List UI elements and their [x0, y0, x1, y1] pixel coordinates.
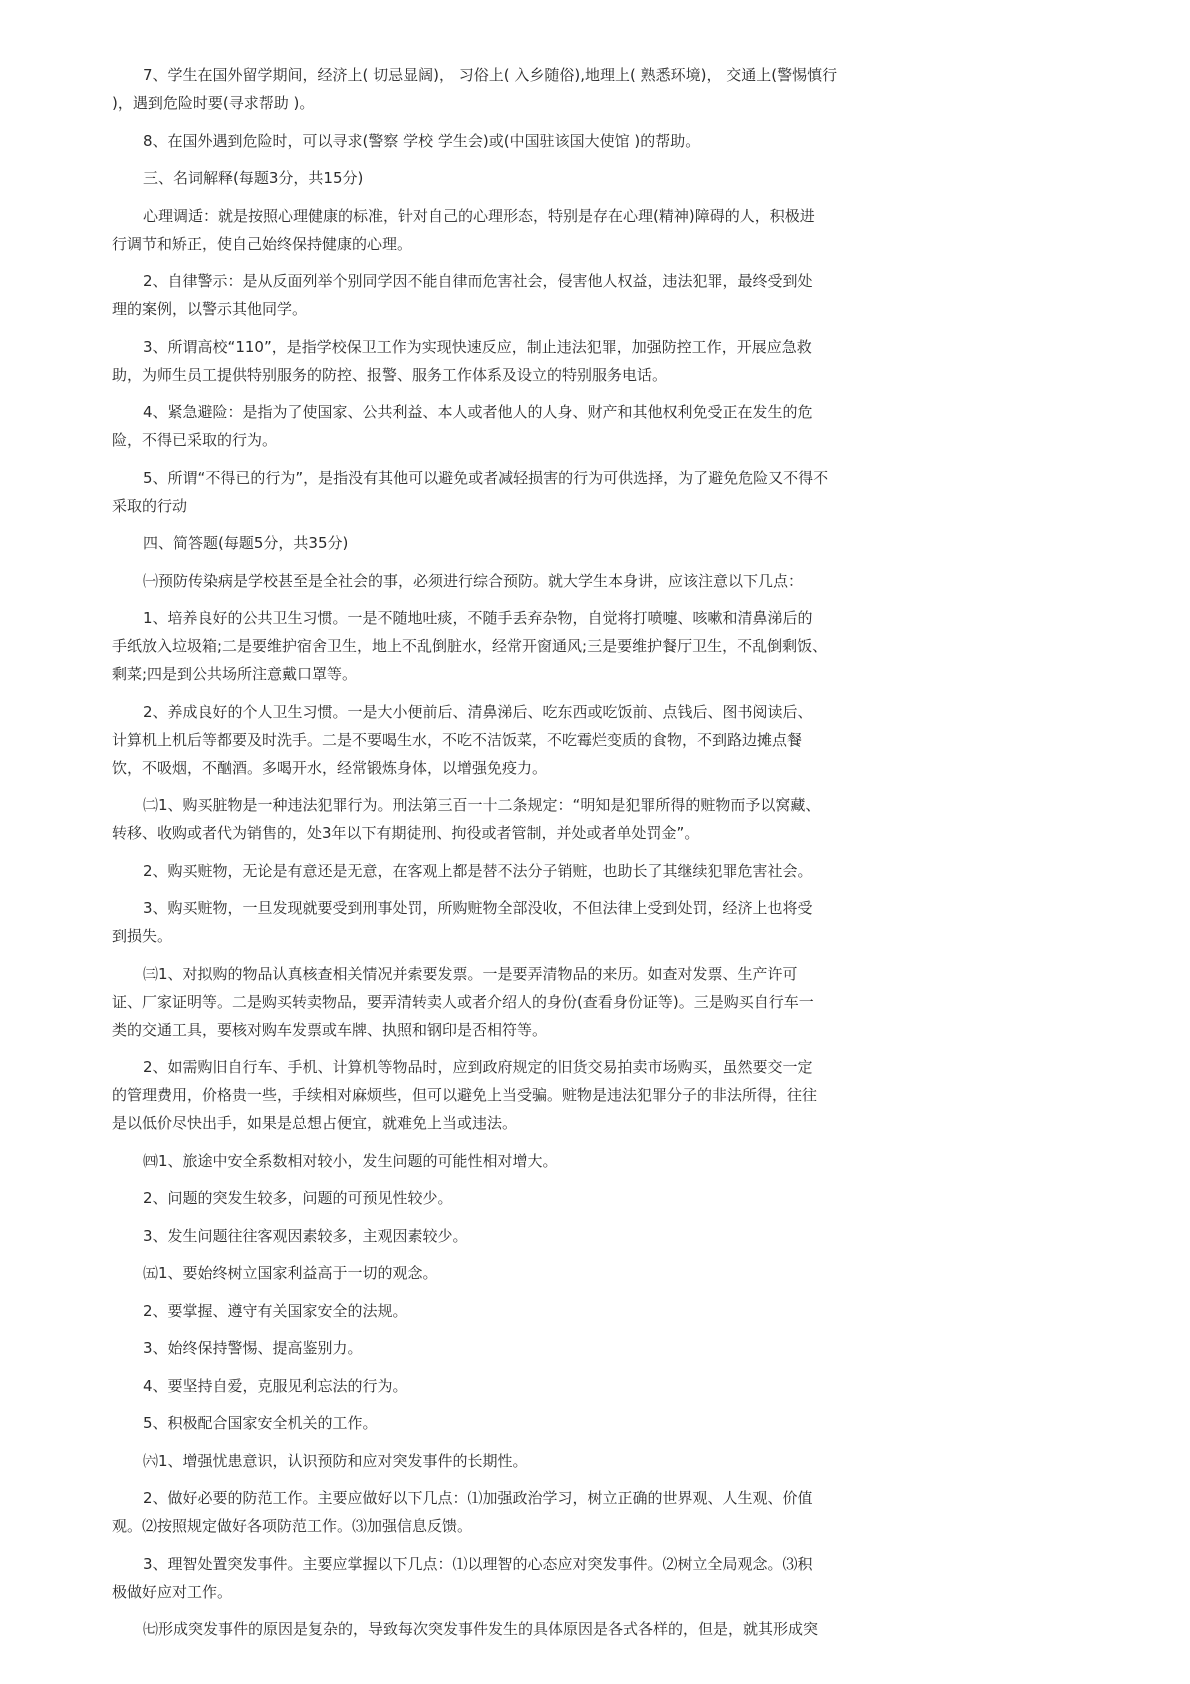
text-line: 类的交通工具，要核对购车发票或车牌、执照和钢印是否相符等。 [112, 1020, 548, 1039]
text-line: 1、培养良好的公共卫生习惯。一是不随地吐痰，不随手丢弃杂物，自觉将打喷嚏、咳嗽和清鼻涕后的 [143, 609, 813, 627]
term-definition-unavoidable-act [112, 464, 872, 520]
text-line: 的管理费用，价格贵一些，手续相对麻烦些，但可以避免上当受骗。赃物是违法犯罪分子的非法所得，往往 [112, 1086, 818, 1104]
answer-paragraph [112, 1053, 872, 1137]
answer-paragraph [112, 894, 872, 950]
text-line: ㈢1、对拟购的物品认真核查相关情况并索要发票。一是要弄清物品的来历。如查对发票、生产许可 [143, 964, 798, 983]
answer-paragraph [112, 698, 872, 782]
fill-blank-answer-8 [112, 127, 872, 155]
answer-paragraph [112, 1334, 872, 1362]
section-heading-text: 三、名词解释(每题3分，共15分) [143, 169, 364, 187]
text-line: ㈣1、旅途中安全系数相对较小，发生问题的可能性相对增大。 [143, 1151, 558, 1170]
text-line: 到损失。 [112, 927, 173, 945]
answer-paragraph [112, 567, 872, 595]
answer-paragraph [112, 1147, 872, 1175]
text-line: ㈥1、增强忧患意识，认识预防和应对突发事件的长期性。 [143, 1451, 528, 1470]
text-line: 3、理智处置突发事件。主要应掌握以下几点：⑴以理智的心态应对突发事件。⑵树立全局观念。⑶积 [143, 1554, 813, 1573]
text-line: ㈠预防传染病是学校甚至是全社会的事，必须进行综合预防。就大学生本身讲，应该注意以下几点： [143, 571, 804, 590]
answer-paragraph [112, 857, 872, 885]
text-line: 饮，不吸烟，不酗酒。多喝开水，经常锻炼身体，以增强免疫力。 [112, 758, 548, 777]
text-line: 剩菜;四是到公共场所注意戴口罩等。 [112, 665, 358, 683]
text-line: 行调节和矫正，使自己始终保持健康的心理。 [112, 234, 413, 253]
text-line: ㈡1、购买脏物是一种违法犯罪行为。刑法第三百一十二条规定：“明知是犯罪所得的赃物而予以窝藏、 [143, 796, 821, 814]
term-definition-campus-110 [112, 333, 872, 389]
text-line: 2、要掌握、遵守有关国家安全的法规。 [143, 1301, 408, 1320]
text-line: 心理调适：就是按照心理健康的标准，针对自己的心理形态，特别是存在心理(精神)障碍的人，积极进 [143, 206, 815, 225]
text-line: ㈦形成突发事件的原因是复杂的，导致每次突发事件发生的具体原因是各式各样的，但是，就其形成突 [143, 1620, 819, 1638]
text-line: 7、学生在国外留学期间，经济上( 切忌显阔)， 习俗上( 入乡随俗),地理上( 熟悉环境)， 交通上(警惕慎行 [143, 66, 838, 84]
text-line: 证、厂家证明等。二是购买转卖物品，要弄清转卖人或者介绍人的身份(查看身份证等)。三是购买自行车一 [112, 992, 814, 1011]
text-line: 理的案例，以警示其他同学。 [112, 300, 308, 318]
text-line: 2、自律警示：是从反面列举个别同学因不能自律而危害社会，侵害他人权益，违法犯罪，最终受到处 [143, 272, 813, 290]
answer-paragraph [112, 960, 872, 1044]
text-line: ㈤1、要始终树立国家利益高于一切的观念。 [143, 1264, 438, 1282]
text-line: 转移、收购或者代为销售的，处3年以下有期徒刑、拘役或者管制，并处或者单处罚金”。 [112, 824, 700, 842]
text-line: 观。⑵按照规定做好各项防范工作。⑶加强信息反馈。 [112, 1517, 473, 1535]
answer-paragraph [112, 1259, 872, 1287]
answer-paragraph [112, 1297, 872, 1325]
fill-blank-answer-7 [112, 61, 872, 117]
text-line: 手纸放入垃圾箱;二是要维护宿舍卫生，地上不乱倒脏水，经常开窗通风;三是要维护餐厅卫生，不乱倒剩饭、 [112, 637, 828, 655]
section-heading-short-answer [112, 529, 872, 557]
section-heading-text: 四、简答题(每题5分，共35分) [143, 534, 349, 552]
section-heading-term-definitions [112, 164, 872, 192]
text-line: 助，为师生员工提供特别服务的防控、报警、服务工作体系及设立的特别服务电话。 [112, 365, 668, 384]
term-definition-psychological-adjustment [112, 202, 872, 258]
text-line: 2、做好必要的防范工作。主要应做好以下几点：⑴加强政治学习，树立正确的世界观、人生观、价值 [143, 1489, 813, 1507]
text-line: 计算机上机后等都要及时洗手。二是不要喝生水，不吃不洁饭菜，不吃霉烂变质的食物，不到路边摊点餐 [112, 730, 803, 749]
text-line: 4、要坚持自爱，克服见利忘法的行为。 [143, 1376, 408, 1395]
answer-paragraph [112, 1447, 872, 1475]
answer-paragraph [112, 1409, 872, 1437]
text-line: 5、积极配合国家安全机关的工作。 [143, 1414, 378, 1432]
answer-paragraph [112, 1184, 872, 1212]
text-line: 8、在国外遇到危险时，可以寻求(警察 学校 学生会)或(中国驻该国大使馆 )的帮助。 [143, 131, 701, 150]
term-definition-emergency-avoidance [112, 398, 872, 454]
text-line: 极做好应对工作。 [112, 1582, 233, 1601]
term-definition-self-discipline-warning [112, 267, 872, 323]
text-line: 5、所谓“不得已的行为”，是指没有其他可以避免或者减轻损害的行为可供选择，为了避免危险又不得不 [143, 468, 829, 487]
text-line: 2、问题的突发生较多，问题的可预见性较少。 [143, 1189, 453, 1207]
text-line: 采取的行动 [112, 496, 188, 515]
text-line: 3、所谓高校“110”，是指学校保卫工作为实现快速反应，制止违法犯罪，加强防控工作，开展应急救 [143, 337, 812, 356]
answer-paragraph [112, 1372, 872, 1400]
answer-paragraph [112, 604, 872, 688]
text-line: 3、始终保持警惕、提高鉴别力。 [143, 1339, 363, 1357]
text-line: 2、如需购旧自行车、手机、计算机等物品时，应到政府规定的旧货交易拍卖市场购买，虽然要交一定 [143, 1058, 813, 1076]
text-line: 2、购买赃物，无论是有意还是无意，在客观上都是替不法分子销赃，也助长了其继续犯罪危害社会。 [143, 861, 813, 880]
text-line: 是以低价尽快出手，如果是总想占便宜，就难免上当或违法。 [112, 1114, 518, 1132]
answer-paragraph [112, 1550, 872, 1606]
text-line: 4、紧急避险：是指为了使国家、公共利益、本人或者他人的人身、财产和其他权利免受正在发生的危 [143, 403, 813, 421]
answer-paragraph [112, 1484, 872, 1540]
answer-paragraph [112, 1222, 872, 1250]
text-line: 2、养成良好的个人卫生习惯。一是大小便前后、清鼻涕后、吃东西或吃饭前、点钱后、图书阅读后、 [143, 702, 813, 721]
text-line: )，遇到危险时要(寻求帮助 )。 [112, 94, 315, 112]
text-line: 3、购买赃物，一旦发现就要受到刑事处罚，所购赃物全部没收，不但法律上受到处罚，经济上也将受 [143, 899, 813, 917]
text-line: 险，不得已采取的行为。 [112, 431, 278, 449]
answer-paragraph [112, 1615, 872, 1643]
answer-paragraph [112, 791, 872, 847]
text-line: 3、发生问题往往客观因素较多，主观因素较少。 [143, 1226, 468, 1245]
